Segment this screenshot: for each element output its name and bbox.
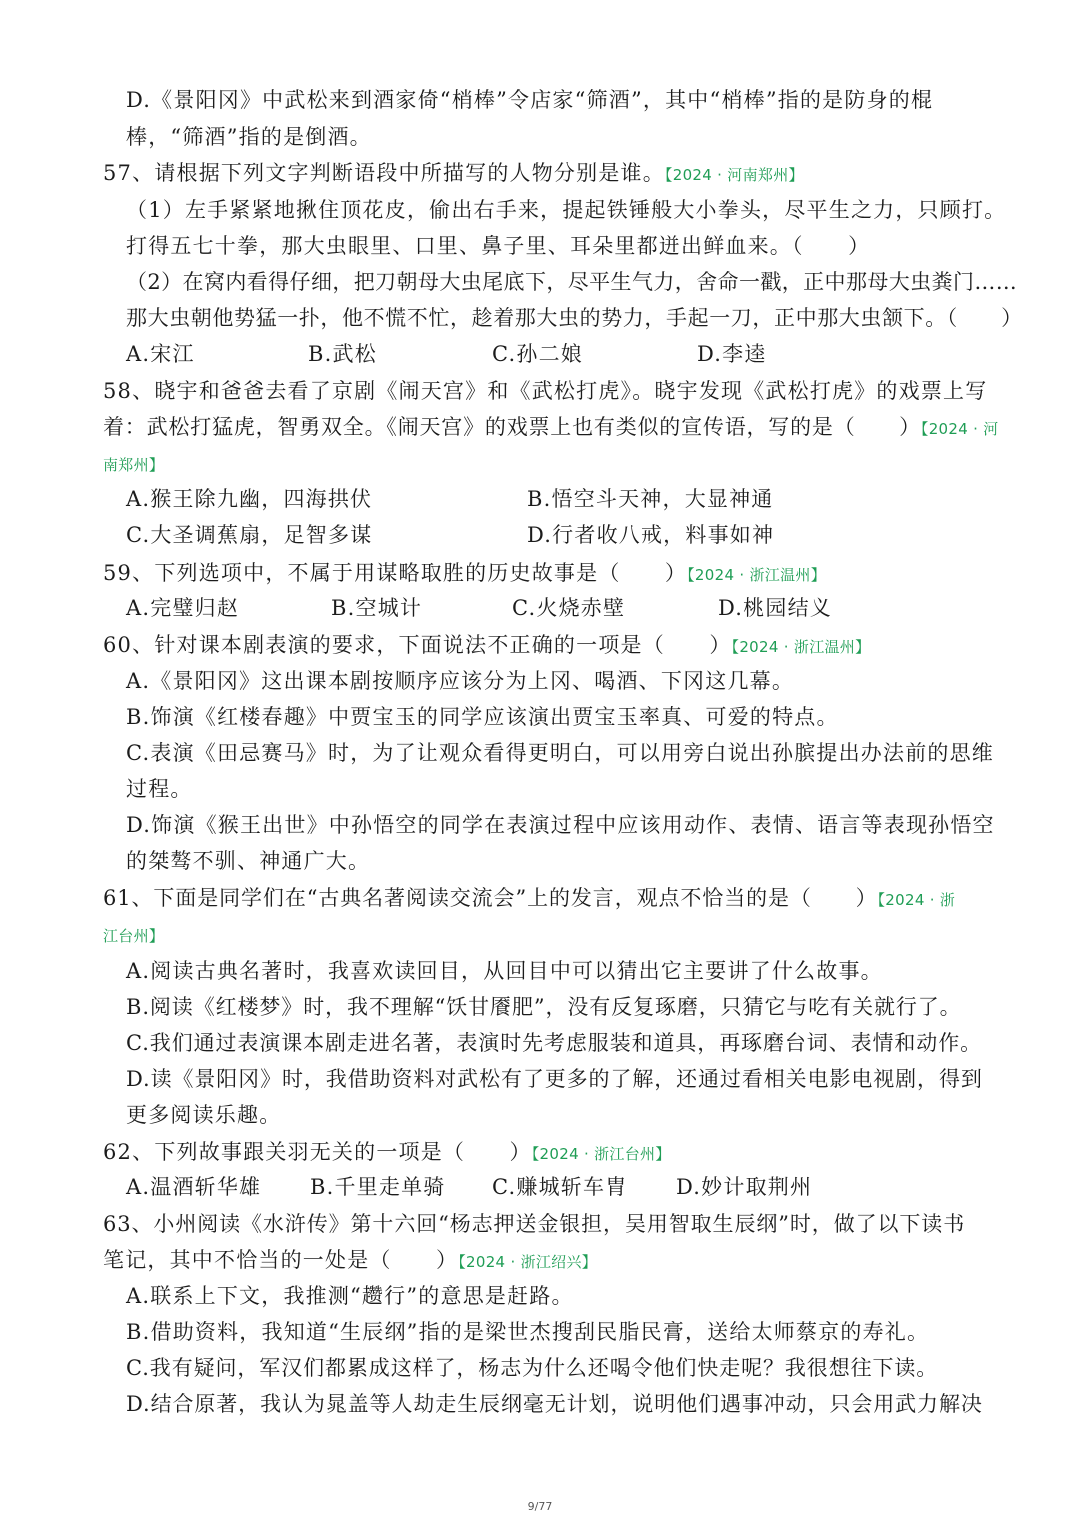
question-63-option-c: C.我有疑问，军汉们都累成这样了，杨志为什么还喝令他们快走呢？我很想往下读。 [126,1356,939,1380]
question-61-option-b: B.阅读《红楼梦》时，我不理解“饫甘餍肥”，没有反复琢磨，只猜它与吃有关就行了。 [126,995,962,1019]
question-58-source-tag: 【2024 · 河 [920,420,999,438]
question-57-source-tag: 【2024 · 河南郑州】 [664,166,804,184]
question-60-option-d-line1: D.饰演《猴王出世》中孙悟空的同学在表演过程中应该用动作、表情、语言等表现孙悟空 [126,813,995,837]
question-60-option-d-line2: 的桀骜不驯、神通广大。 [126,849,371,873]
option-a: A.猴王除九幽，四海拱伏 [126,487,373,511]
question-61-option-c: C.我们通过表演课本剧走进名著，表演时先考虑服装和道具，再琢磨台词、表情和动作。 [126,1031,982,1055]
option-d: D.桃园结义 [718,596,832,620]
option-b: B.空城计 [331,596,423,620]
option-c: C.火烧赤壁 [512,596,626,620]
question-61-option-a: A.阅读古典名著时，我喜欢读回目，从回目中可以猜出它主要讲了什么故事。 [126,959,883,983]
option-c: C.赚城斩车胄 [492,1175,628,1199]
question-57-passage-2-line1: （2）在窝内看得仔细，把刀朝母大虫尾底下，尽平生气力，舍命一戳，正中那母大虫粪门…… [126,270,1018,294]
question-63-text: 笔记，其中不恰当的一处是（ ） [103,1248,459,1272]
question-62-source-tag: 【2024 · 浙江台州】 [531,1145,671,1163]
question-57-passage-2-line2: 那大虫朝他势猛一扑，他不慌不忙，趁着那大虫的势力，手起一刀，正中那大虫颔下。（ ） [126,306,1023,330]
question-57-text: 57、请根据下列文字判断语段中所描写的人物分别是谁。 [103,161,665,185]
question-63-line2 [103,1245,597,1277]
question-61-option-d-line1: D.读《景阳冈》时，我借助资料对武松有了更多的了解，还通过看相关电影电视剧，得到 [126,1067,983,1091]
option-d: D.妙计取荆州 [676,1175,813,1199]
question-62 [103,1137,671,1169]
question-61-source-tag: 【2024 · 浙 [877,891,956,909]
question-57 [103,158,804,190]
question-58-line1: 58、晓宇和爸爸去看了京剧《闹天宫》和《武松打虎》。晓宇发现《武松打虎》的戏票上写 [103,379,988,403]
question-60-option-a: A.《景阳冈》这出课本剧按顺序应该分为上冈、喝酒、下冈这几幕。 [126,669,795,693]
q56-option-d-line2: 棒，“筛酒”指的是倒酒。 [126,125,372,149]
option-b: B.武松 [308,342,377,366]
option-a: A.宋江 [126,342,195,366]
option-d: D.李逵 [697,342,767,366]
option-a: A.温酒斩华雄 [126,1175,262,1199]
question-60-source-tag: 【2024 · 浙江温州】 [731,638,871,656]
option-c: C.大圣调蕉扇，足智多谋 [126,523,373,547]
option-b: B.悟空斗天神，大显神通 [527,487,774,511]
question-57-passage-1-line2: 打得五七十拳，那大虫眼里、口里、鼻子里、耳朵里都迸出鲜血来。（ ） [126,234,871,258]
question-60 [103,630,870,662]
question-63-option-d: D.结合原著，我认为晁盖等人劫走生辰纲毫无计划，说明他们遇事冲动，只会用武力解决 [126,1392,983,1416]
question-63-line1: 63、小州阅读《水浒传》第十六回“杨志押送金银担，吴用智取生辰纲”时，做了以下读书 [103,1212,966,1236]
option-b: B.千里走单骑 [310,1175,446,1199]
question-60-text: 60、针对课本剧表演的要求，下面说法不正确的一项是（ ） [103,633,732,657]
page-number: 9/77 [527,1500,553,1513]
question-61-source-tag-cont: 江台州】 [103,927,165,945]
question-61-text: 61、下面是同学们在“古典名著阅读交流会”上的发言，观点不恰当的是（ ） [103,886,878,910]
question-58-line2 [103,412,999,444]
option-a: A.完璧归赵 [126,596,240,620]
option-c: C.孙二娘 [492,342,583,366]
question-60-option-b: B.饰演《红楼春趣》中贾宝玉的同学应该演出贾宝玉率真、可爱的特点。 [126,705,839,729]
question-59-text: 59、下列选项中，不属于用谋略取胜的历史故事是（ ） [103,561,688,585]
option-d: D.行者收八戒，料事如神 [527,523,775,547]
q56-option-d-line1: D.《景阳冈》中武松来到酒家倚“梢棒”令店家“筛酒”，其中“梢棒”指的是防身的棍 [126,88,934,112]
question-63-option-a: A.联系上下文，我推测“趱行”的意思是赶路。 [126,1284,574,1308]
question-62-text: 62、下列故事跟关羽无关的一项是（ ） [103,1140,532,1164]
question-61 [103,883,955,915]
question-60-option-c-line1: C.表演《田忌赛马》时，为了让观众看得更明白，可以用旁白说出孙膑提出办法前的思维 [126,741,994,765]
question-58-source-tag-cont: 南郑州】 [103,456,165,474]
question-63-option-b: B.借助资料，我知道“生辰纲”指的是梁世杰搜刮民脂民膏，送给太师蔡京的寿礼。 [126,1320,930,1344]
question-57-passage-1-line1: （1）左手紧紧地揪住顶花皮，偷出右手来，提起铁锤般大小拳头，尽平生之力，只顾打。 [126,198,1007,222]
question-58-text: 着：武松打猛虎，智勇双全。《闹天宫》的戏票上也有类似的宣传语，写的是（ ） [103,415,921,439]
question-60-option-c-line2: 过程。 [126,777,193,801]
question-63-source-tag: 【2024 · 浙江绍兴】 [458,1253,598,1271]
question-61-option-d-line2: 更多阅读乐趣。 [126,1103,282,1127]
question-59-source-tag: 【2024 · 浙江温州】 [687,566,827,584]
question-59 [103,558,826,590]
